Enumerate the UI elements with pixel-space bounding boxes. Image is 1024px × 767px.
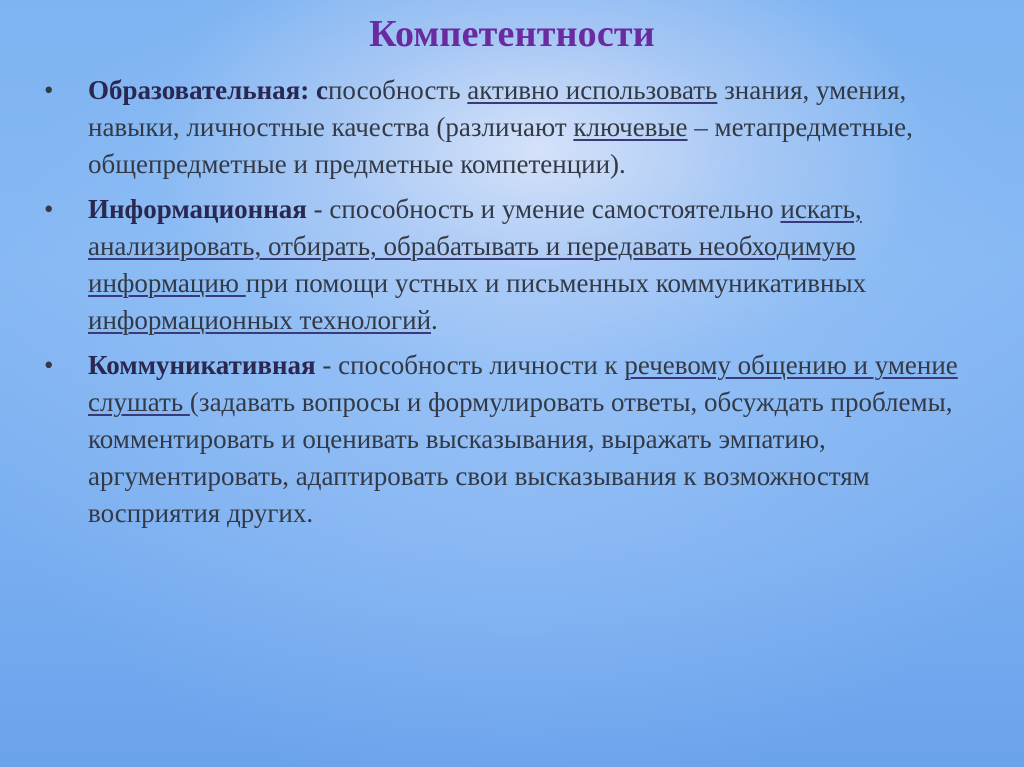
- list-item-informational: [44, 191, 984, 339]
- item-text: знания, умения, навыки, личностные качества (различают: [88, 75, 907, 142]
- item-text: при помощи устных и письменных коммуникативных: [245, 268, 867, 298]
- underlined-phrase: информационных технологий: [88, 305, 432, 335]
- item-text: – метапредметные, общепредметные и предметные компетенции).: [88, 112, 913, 179]
- list-item-communicative: [44, 347, 984, 532]
- underlined-phrase: активно использовать: [467, 75, 718, 105]
- item-text: - способность и умение самостоятельно: [306, 194, 781, 224]
- underlined-phrase: речевому общению и умение слушать: [88, 350, 958, 417]
- term-communicative: Коммуникативная: [88, 350, 316, 380]
- bullet-marker: •: [44, 194, 54, 224]
- underlined-phrase: искать, анализировать, отбирать, обрабатывать и передавать необходимую информацию: [88, 194, 862, 298]
- bullet-marker: •: [44, 75, 54, 105]
- bullet-marker: •: [44, 350, 54, 380]
- item-text: - способность личности к: [315, 350, 625, 380]
- competence-list: [44, 72, 984, 540]
- underlined-phrase: ключевые: [573, 112, 688, 142]
- slide-title: Компетентности: [369, 13, 655, 55]
- term-informational: Информационная: [88, 194, 307, 224]
- item-text: (задавать вопросы и формулировать ответы, обсуждать проблемы, комментировать и оценивать высказывания, выражать эмпатию, аргументировать, адаптировать свои высказывания к возможностям восприятия других.: [88, 387, 953, 528]
- item-text: .: [431, 305, 438, 335]
- term-educational: Образовательная: с: [88, 75, 328, 105]
- list-item-educational: [44, 72, 984, 183]
- item-text: пособность: [327, 75, 468, 105]
